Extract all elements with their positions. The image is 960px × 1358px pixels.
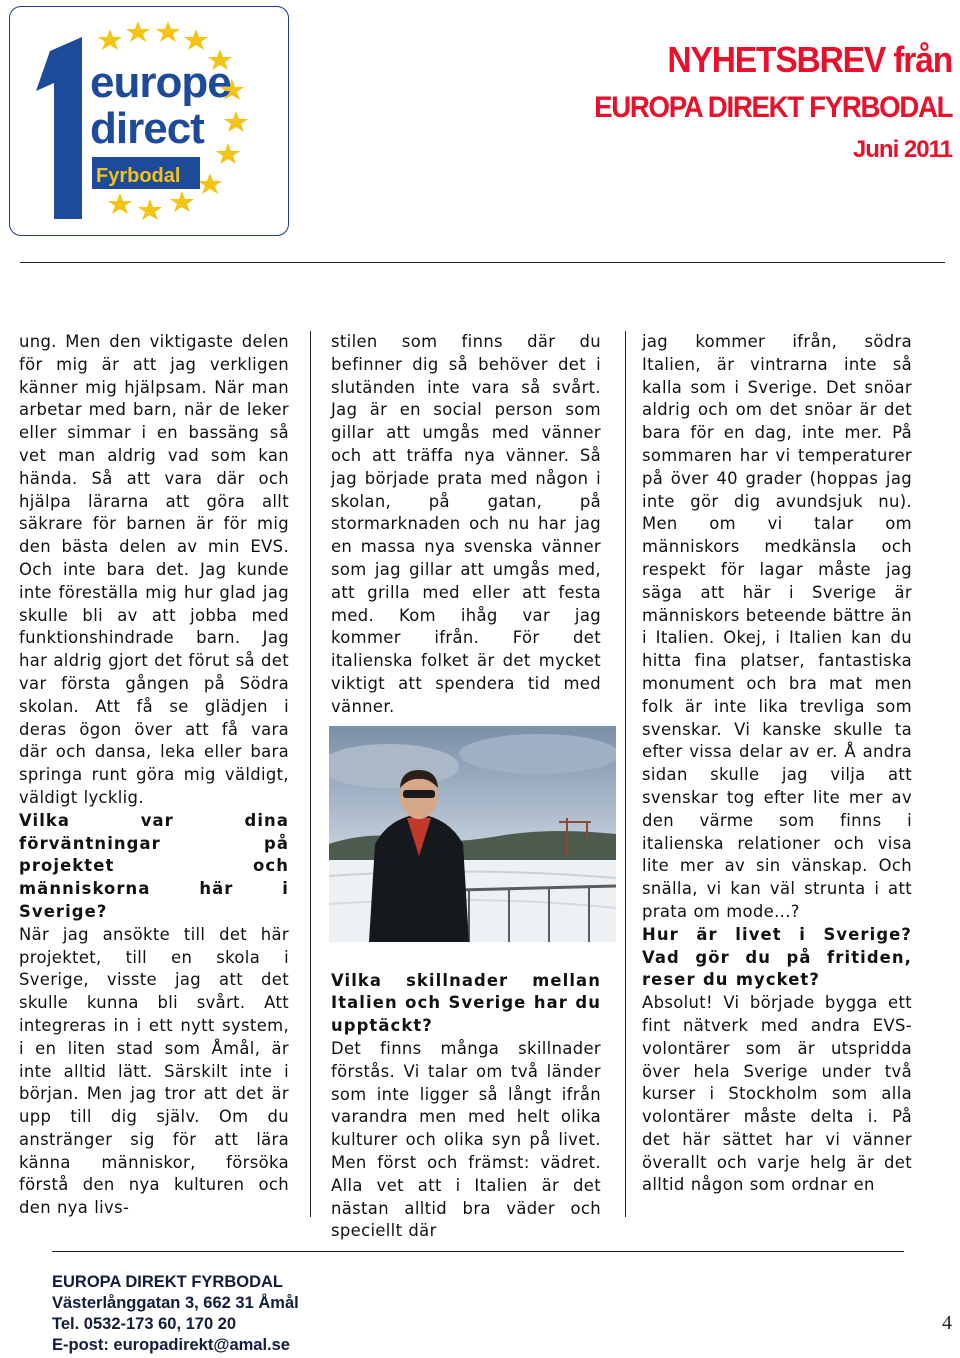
footer-contact — [52, 1272, 299, 1356]
column-2-paragraph-1: stilen som finns där du befinner dig så behöver det i slutänden inte vara så svårt. Jag är en social person som gillar att umgås med vänner och att träffa nya vänner. Så jag började prata med någon i skolan, på gatan, på stormarknaden och nu har jag en massa nya svenska vänner som jag gillar att umgås med, att grilla med eller att festa med. Kom ihåg var jag kommer ifrån. För det italienska folket är det mycket viktigt att spendera tid med vänner. — [331, 332, 601, 716]
volunteer-photo — [329, 726, 616, 942]
footer-address: Västerlånggatan 3, 662 31 Åmål — [52, 1294, 299, 1312]
column-3-paragraph-2: Absolut! Vi började bygga ett fint nätverk med andra EVS-volontärer som är utspridda över hela Sverige under två kurser i Stockholm som alla volontärer måste delta i. På det här sättet har vi vänner överallt och varje helg är det alltid någon som ordnar en — [642, 993, 912, 1195]
column-3-paragraph-1: jag kommer ifrån, södra Italien, är vintrarna inte så kalla som i Sverige. Det snöar aldrig och om det snöar är det bara för en dag, inte mer. På sommaren har vi temperaturer på över 40 grader (hoppas jag inte gör dig avundsjuk nu). Men om vi talar om människors medkänsla och respekt för lagar måste jag säga att här i Sverige är människors beteende bättre än i Italien. Okej, i Italien kan du hitta fina platser, fantastiska monument och bra mat men folk är inte lika trevliga som svenskar. Vi kanske skulle ta efter vissa delar av er. Å andra sidan skulle jag vilja att svenskar tog efter lite mer av den värme som finns i italienska relationer och visa lite mer av sin vänskap. Och snälla, vi kan väl strunta i att prata om mode...? — [642, 332, 912, 921]
europe-direct-logo — [9, 6, 289, 236]
logo-word-direct: direct — [90, 104, 204, 153]
column-3-question: Hur är livet i Sverige? Vad gör du på fritiden, reser du mycket? — [642, 924, 912, 990]
newsletter-subtitle: EUROPA DIREKT FYRBODAL — [593, 91, 952, 124]
column-1-paragraph-1: ung. Men den viktigaste delen för mig är att jag verkligen känner mig hjälpsam. När man arbetar med barn, när de leker eller simmar i en bassäng så vet man aldrig vad som kan hända. Så att vara där och hjälpa lärarna att göra allt säkrare för barnen är för mig den bästa delen av min EVS. Och inte bara det. Jag kunde inte föreställa mig hur glad jag skulle bli av att jobba med funktionshindrade barn. Jag har aldrig gjort det förut så det var första gången på Södra skolan. Att få se glädjen i deras ögon över att få vara där och dansa, leka eller bara springa runt göra mig väldigt, väldigt lycklig. — [19, 332, 289, 807]
page-number: 4 — [942, 1312, 952, 1334]
article-column-1 — [19, 331, 289, 1220]
column-1-paragraph-2: När jag ansökte till det här projektet, till en skola i Sverige, visste jag att det skulle kunna bli svårt. Att integreras in i ett nytt system, i en liten stad som Åmål, är inte alltid lätt. Särskilt inte i början. Men jag tror att det är upp till dig själv. Om du anstränger sig för att lära känna människor, försöka förstå den nya kulturen och den nya livs- — [19, 924, 289, 1218]
column-2-paragraph-2: Det finns många skillnader förstås. Vi talar om två länder som inte ligger så långt ifrån varandra men med helt olika kulturer och olika syn på livet. Men först och främst: vädret. Alla vet att i Italien är det nästan alltid bra väder och speciellt där — [331, 1038, 601, 1241]
footer-org: EUROPA DIREKT FYRBODAL — [52, 1273, 283, 1291]
footer-email: E-post: europadirekt@amal.se — [52, 1336, 290, 1354]
column-2-question: Vilka skillnader mellan Italien och Sverige har du upptäckt? — [331, 970, 601, 1036]
logo-region: Fyrbodal — [96, 165, 181, 187]
article-column-3 — [642, 331, 912, 1197]
footer-divider — [52, 1251, 904, 1252]
header-divider — [20, 262, 945, 263]
column-divider-2 — [625, 331, 626, 1217]
column-divider-1 — [310, 331, 311, 1217]
newsletter-title: NYHETSBREV från — [667, 39, 952, 80]
column-1-question: Vilka var dina förväntningar på projektet och människorna här i Sverige? — [19, 810, 289, 921]
logo-word-europe: europe — [90, 58, 231, 107]
footer-phone: Tel. 0532-173 60, 170 20 — [52, 1315, 237, 1333]
newsletter-date: Juni 2011 — [852, 136, 952, 163]
